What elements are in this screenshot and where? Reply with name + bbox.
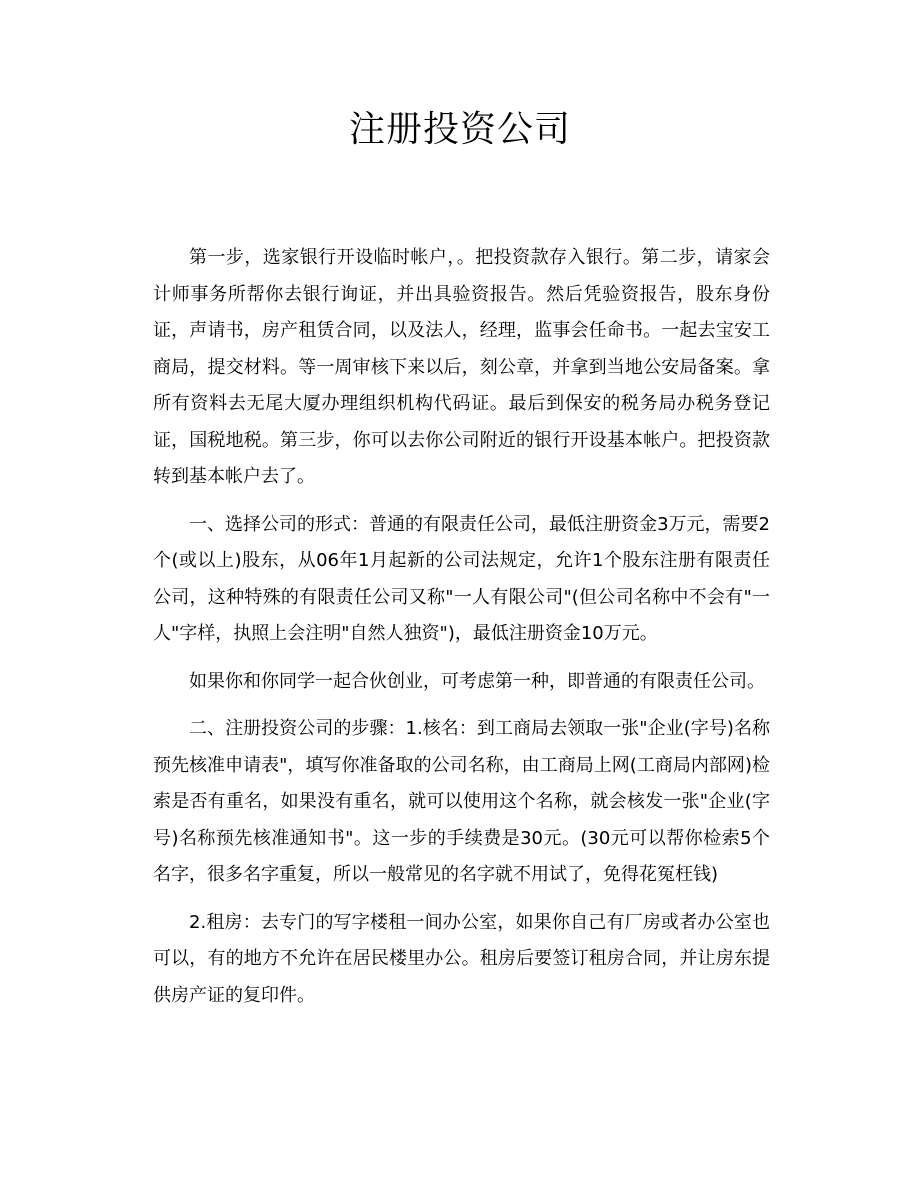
- document-body: [153, 240, 770, 1025]
- paragraph-company-form: 一、选择公司的形式：普通的有限责任公司，最低注册资金3万元，需要2个(或以上)股东，从06年1月起新的公司法规定，允许1个股东注册有限责任公司，这种特殊的有限责任公司又称"一人有限公司"(但公司名称中不会有"一人"字样，执照上会注明"自然人独资")，最低注册资金10万元。: [153, 513, 770, 644]
- paragraph-step-overview: 第一步，选家银行开设临时帐户，。把投资款存入银行。第二步，请家会计师事务所帮你去银行询证，并出具验资报告。然后凭验资报告，股东身份证，声请书，房产租赁合同，以及法人，经理，监事会任命书。一起去宝安工商局，提交材料。等一周审核下来以后，刻公章，并拿到当地公安局备案。拿所有资料去无尾大厦办理组织机构代码证。最后到保安的税务局办税务登记证，国税地税。第三步，你可以去你公司附近的银行开设基本帐户。把投资款转到基本帐户去了。: [153, 247, 770, 487]
- paragraph-name-approval: 二、注册投资公司的步骤：1.核名：到工商局去领取一张"企业(字号)名称预先核准申请表"，填写你准备取的公司名称，由工商局上网(工商局内部网)检索是否有重名，如果没有重名，就可以使用这个名称，就会核发一张"企业(字号)名称预先核准通知书"。这一步的手续费是30元。(30元可以帮你检索5个名字，很多名字重复，所以一般常见的名字就不用试了，免得花冤枉钱): [153, 718, 770, 885]
- paragraph-office-rental: 2.租房：去专门的写字楼租一间办公室，如果你自己有厂房或者办公室也可以，有的地方不允许在居民楼里办公。租房后要签订租房合同，并让房东提供房产证的复印件。: [153, 911, 770, 1006]
- paragraph-partnership-advice: 如果你和你同学一起合伙创业，可考虑第一种，即普通的有限责任公司。: [189, 670, 765, 692]
- page-title: 注册投资公司: [348, 109, 571, 150]
